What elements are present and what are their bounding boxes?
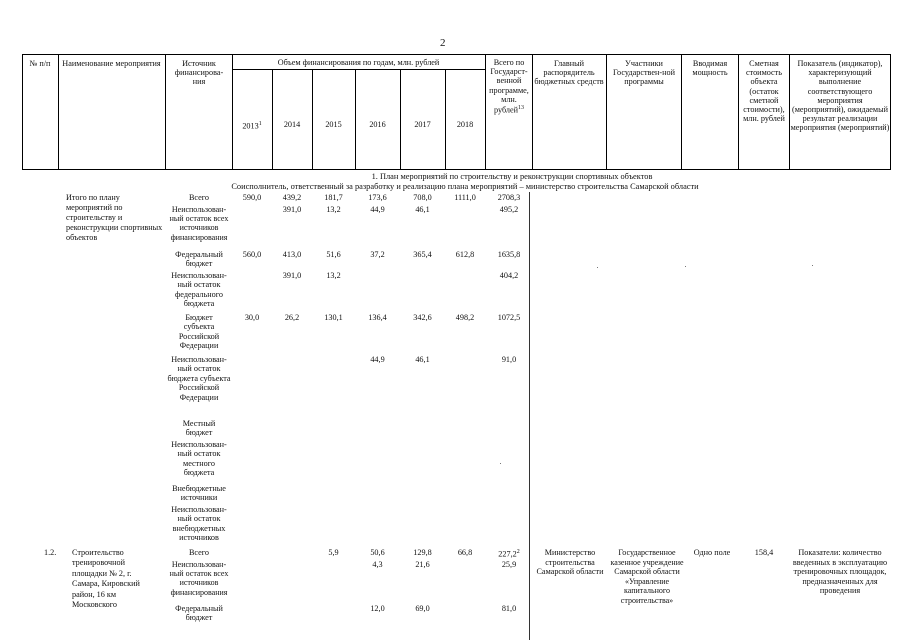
header-divider: [232, 54, 233, 170]
value-total: 91,0: [501, 355, 517, 364]
value-total: 25,9: [501, 560, 517, 569]
value-total: 227,2$^2$: [498, 549, 520, 559]
value-2017: 46,1: [415, 205, 430, 214]
value-2013: 30,0: [244, 313, 260, 322]
scan-speck: [812, 265, 813, 266]
item-indicator: Показатели: количество введенных в эксплуатацию тренировочных площадок, предназначенных для проведения: [792, 548, 888, 596]
value-total: 2708,3: [497, 193, 521, 202]
source-label: Неиспользован-ный остаток внебюджетных источников: [171, 505, 227, 543]
item-number: 1.2.: [44, 548, 57, 557]
scan-speck: [685, 266, 686, 267]
source-label: Федеральный бюджет: [175, 604, 223, 623]
header-year-2016: 2016: [369, 120, 386, 129]
header-divider: [165, 54, 166, 170]
value-2015: 13,2: [326, 205, 341, 214]
value-total: 1072,5: [497, 313, 521, 322]
value-2016: 50,6: [370, 548, 385, 557]
total-block-name: Итого по плану мероприятий по строительству и реконструкции спортивных объектов: [66, 193, 163, 242]
source-label: Всего: [188, 548, 210, 557]
section-subtitle: Соисполнитель, ответственный за разработку и реализацию плана мероприятий – министерство строительства Самарской области: [231, 182, 699, 191]
source-label: Неиспользован-ный остаток местного бюджета: [171, 440, 227, 478]
scan-speck: [597, 267, 598, 268]
value-total: 1635,8: [497, 250, 521, 259]
header-year-2015: 2015: [325, 120, 342, 129]
header-divider: [58, 54, 59, 170]
value-2017: 708,0: [413, 193, 432, 202]
source-label: Бюджет субъекта Российской Федерации: [178, 313, 220, 351]
item-name: Строительство тренировочной площадки № 2, г. Самара, Кировский район, 16 км Московского: [72, 548, 140, 610]
value-2014: 26,2: [284, 313, 300, 322]
value-2017: 129,8: [413, 548, 432, 557]
value-2016: 12,0: [370, 604, 385, 613]
header-col-capacity: Вводимая мощность: [692, 59, 728, 78]
section-title: 1. План мероприятий по строительству и реконструкции спортивных объектов: [371, 172, 653, 181]
value-2016: 44,9: [370, 205, 385, 214]
header-bottom-rule: [22, 169, 890, 170]
source-label: Неиспользован-ный остаток всех источников финансирования: [169, 560, 229, 597]
header-col-indicator: Показатель (индикатор), характеризующий выполнение соответствующего мероприятия (мероприятий), ожидаемый результат реализации мероприятия (мероприятий): [790, 59, 890, 133]
header-col-cost: Сметная стоимость объекта (остаток сметной стоимости), млн. рублей: [743, 59, 785, 124]
header-col-manager: Главный распорядитель бюджетных средств: [534, 59, 604, 87]
page-number: 2: [440, 37, 446, 49]
value-2017: 365,4: [413, 250, 432, 259]
header-col-num: № п/п: [29, 59, 51, 68]
item-participant: Государственное казенное учреждение Самарской области «Управление капитального строительства»: [610, 548, 684, 605]
value-2016: 44,9: [370, 355, 385, 364]
value-2014: 413,0: [282, 250, 302, 259]
value-2014: 391,0: [282, 205, 302, 214]
source-label: Всего: [188, 193, 210, 202]
value-2014: 439,2: [282, 193, 302, 202]
value-2014: 391,0: [282, 271, 302, 280]
value-total: 81,0: [501, 604, 517, 613]
value-2013: 590,0: [242, 193, 262, 202]
header-col-name: Наименование мероприятия: [62, 59, 161, 68]
source-label: Неиспользован-ный остаток бюджета субъекта Российской Федерации: [167, 355, 231, 402]
source-label: Федеральный бюджет: [175, 250, 223, 269]
header-divider: [890, 54, 891, 170]
item-manager: Министерство строительства Самарской области: [536, 548, 604, 577]
header-col-source: Источник финансирова-ния: [174, 59, 224, 87]
header-col-volume: Объем финансирования по годам, млн. рублей: [277, 58, 440, 67]
value-2018: 498,2: [455, 313, 475, 322]
value-total: 495,2: [499, 205, 519, 214]
header-col-total: Всего по Государст-венной программе, млн. рублей$^{13}$: [489, 58, 529, 115]
value-2017: 46,1: [415, 355, 430, 364]
value-2015: 51,6: [326, 250, 341, 259]
header-divider: [606, 54, 607, 170]
value-total: 404,2: [499, 271, 519, 280]
value-2015: 13,2: [326, 271, 341, 280]
value-2016: 37,2: [370, 250, 385, 259]
source-label: Неиспользован-ный остаток федерального бюджета: [171, 271, 227, 309]
header-year-2018: 2018: [456, 120, 474, 129]
value-2017: 21,6: [415, 560, 430, 569]
header-year-2013: 2013$^1$: [242, 121, 262, 131]
value-2016: 173,6: [368, 193, 387, 202]
source-label: Внебюджетные источники: [172, 484, 226, 503]
value-2018: 1111,0: [454, 193, 476, 202]
header-col-participants: Участники Государствен-ной программы: [613, 59, 675, 87]
item-capacity: Одно поле: [693, 548, 731, 557]
header-divider: [532, 54, 533, 170]
source-label: Местный бюджет: [182, 419, 216, 438]
source-label: Неиспользован-ный остаток всех источников финансирования: [169, 205, 229, 242]
header-year-2017: 2017: [414, 120, 431, 129]
value-2018: 66,8: [457, 548, 473, 557]
header-divider: [22, 54, 23, 170]
value-2017: 69,0: [415, 604, 430, 613]
value-2015: 130,1: [324, 313, 343, 322]
header-volume-rule: [232, 69, 485, 70]
header-top-rule: [22, 54, 890, 55]
value-2016: 136,4: [368, 313, 387, 322]
value-2013: 560,0: [242, 250, 262, 259]
header-year-2014: 2014: [283, 120, 301, 129]
item-cost: 158,4: [754, 548, 774, 557]
value-2017: 342,6: [413, 313, 432, 322]
scan-speck: [500, 463, 501, 464]
value-2015: 181,7: [324, 193, 343, 202]
value-2016: 4,3: [372, 560, 383, 569]
value-2015: 5,9: [328, 548, 339, 557]
value-2018: 612,8: [455, 250, 475, 259]
